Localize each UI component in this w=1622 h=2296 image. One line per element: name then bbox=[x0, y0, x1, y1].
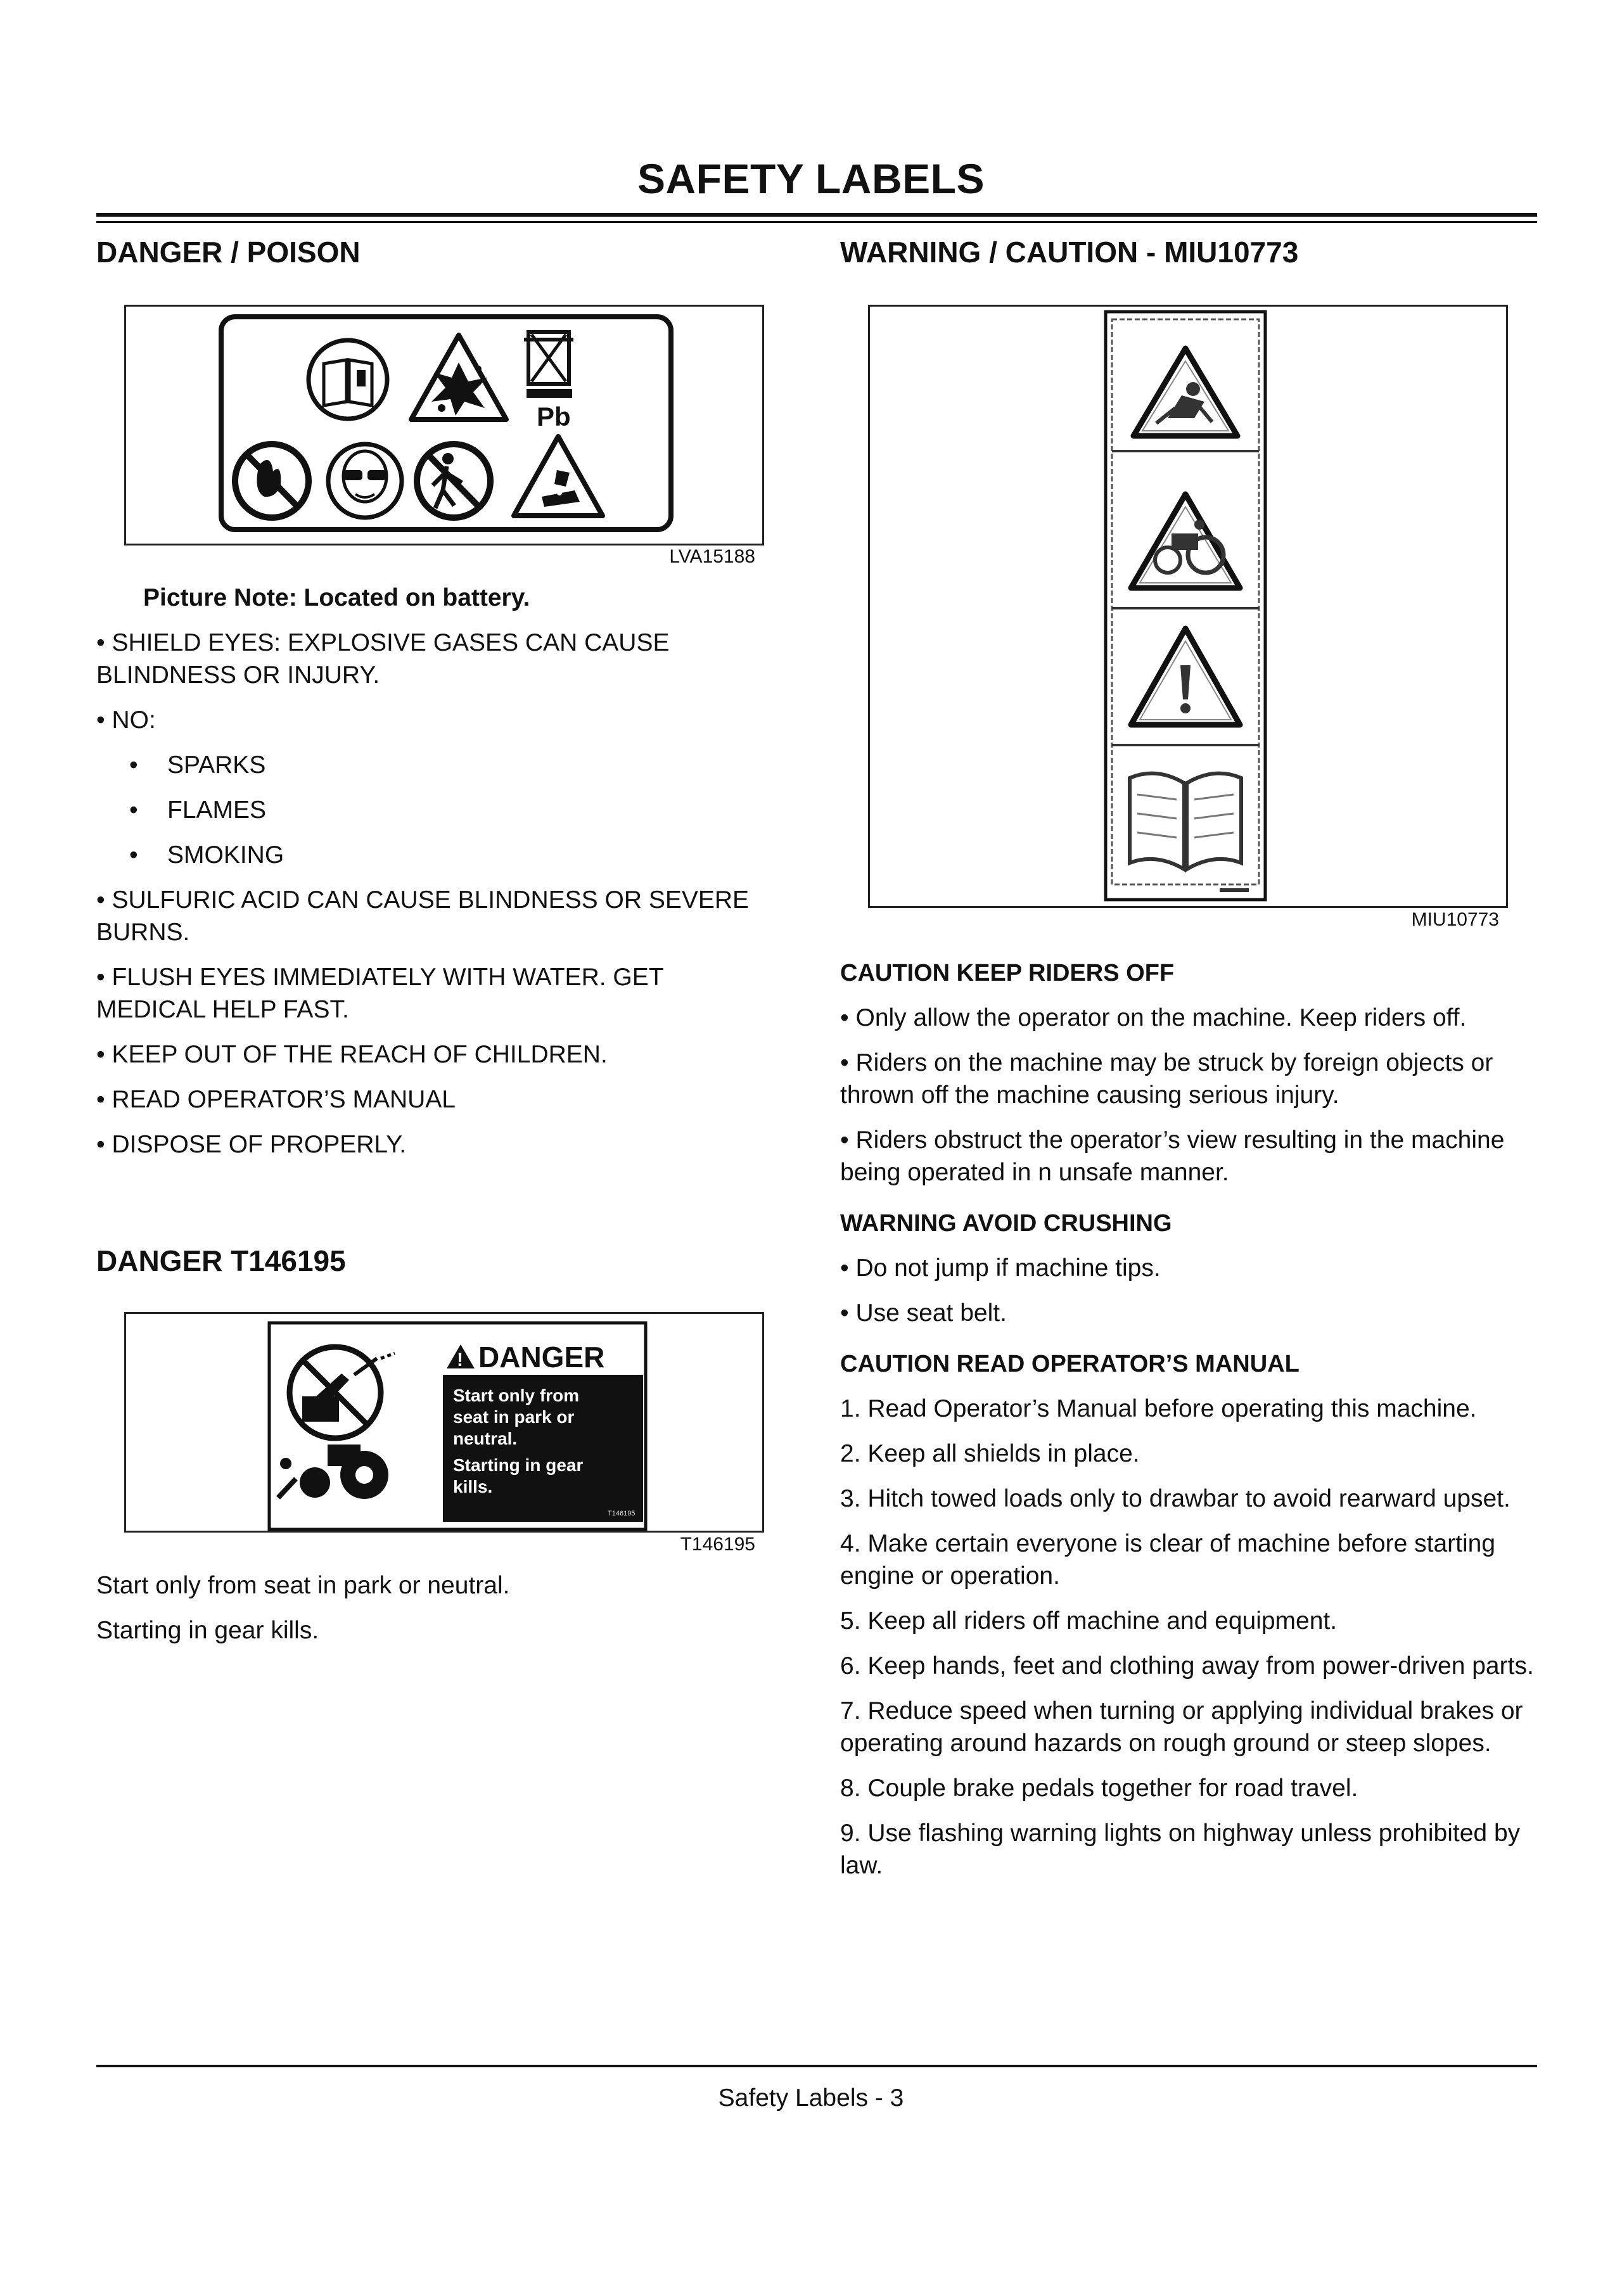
warning-caution-decal-graphic bbox=[870, 307, 1506, 906]
crushing-item: • Use seat belt. bbox=[840, 1299, 1007, 1327]
poison-sub-item: • SMOKING bbox=[129, 841, 284, 869]
poison-sub-item: • FLAMES bbox=[129, 796, 267, 824]
poison-item: • SHIELD EYES: EXPLOSIVE GASES CAN CAUSE BLINDNESS OR INJURY. bbox=[96, 629, 670, 689]
section-heading-warning-caution: WARNING / CAUTION - MIU10773 bbox=[840, 236, 1299, 269]
manual-item: 9. Use flashing warning lights on highway unless prohibited by law. bbox=[840, 1820, 1521, 1879]
warning-caution-text bbox=[840, 957, 1537, 1894]
svg-text:Starting in gear: Starting in gear bbox=[453, 1455, 584, 1475]
page-title: SAFETY LABELS bbox=[637, 155, 985, 202]
eye-protection-icon bbox=[328, 444, 402, 518]
riders-item: • Riders on the machine may be struck by foreign objects or thrown off the machine causing serious injury. bbox=[840, 1049, 1493, 1109]
warning-caution-label-image bbox=[868, 305, 1508, 908]
section-heading-danger-t146195: DANGER T146195 bbox=[96, 1244, 346, 1277]
poison-item: • KEEP OUT OF THE REACH OF CHILDREN. bbox=[96, 1041, 608, 1068]
read-manual-icon bbox=[309, 340, 387, 419]
keep-children-away-icon bbox=[417, 444, 490, 518]
caution-keep-riders-off-heading: CAUTION KEEP RIDERS OFF bbox=[840, 960, 1175, 986]
title-rule bbox=[96, 213, 1537, 217]
svg-text:neutral.: neutral. bbox=[453, 1429, 518, 1448]
manual-item: 6. Keep hands, feet and clothing away from power-driven parts. bbox=[840, 1652, 1534, 1680]
battery-label-graphic bbox=[126, 307, 762, 544]
manual-item: 8. Couple brake pedals together for road travel. bbox=[840, 1775, 1358, 1802]
manual-item: 2. Keep all shields in place. bbox=[840, 1440, 1140, 1467]
manual-item: 1. Read Operator’s Manual before operating this machine. bbox=[840, 1395, 1477, 1422]
riders-item: • Only allow the operator on the machine. Keep riders off. bbox=[840, 1004, 1467, 1031]
t146195-text bbox=[96, 1569, 768, 1659]
poison-sub-item: • SPARKS bbox=[129, 751, 266, 779]
poison-item: • NO: bbox=[96, 706, 156, 734]
battery-label-image bbox=[124, 305, 764, 545]
warning-avoid-crushing-heading: WARNING AVOID CRUSHING bbox=[840, 1210, 1172, 1237]
manual-item: 7. Reduce speed when turning or applying individual brakes or operating around hazards on rough ground or steep slopes. bbox=[840, 1697, 1523, 1757]
poison-label-text bbox=[96, 582, 768, 1173]
t146195-line: Starting in gear kills. bbox=[96, 1617, 319, 1644]
no-flames-icon bbox=[235, 444, 309, 518]
crushing-item: • Do not jump if machine tips. bbox=[840, 1254, 1161, 1282]
t146195-line: Start only from seat in park or neutral. bbox=[96, 1572, 510, 1599]
poison-item: • SULFURIC ACID CAN CAUSE BLINDNESS OR SEVERE BURNS. bbox=[96, 886, 750, 946]
start-danger-label-image bbox=[124, 1312, 764, 1533]
manual-item: 4. Make certain everyone is clear of machine before starting engine or operation. bbox=[840, 1530, 1496, 1590]
figure-code-lva15188: LVA15188 bbox=[669, 546, 755, 567]
poison-item: • FLUSH EYES IMMEDIATELY WITH WATER. GET MEDICAL HELP FAST. bbox=[96, 964, 663, 1023]
picture-note: Picture Note: Located on battery. bbox=[143, 584, 530, 611]
poison-item: • READ OPERATOR’S MANUAL bbox=[96, 1086, 456, 1113]
manual-item: 5. Keep all riders off machine and equipment. bbox=[840, 1607, 1338, 1635]
battery-lead-symbol: Pb bbox=[537, 402, 571, 431]
figure-code-t146195: T146195 bbox=[680, 1534, 755, 1555]
decal-part-number: T146195 bbox=[608, 1510, 635, 1517]
riders-item: • Riders obstruct the operator’s view resulting in the machine being operated in n unsafe manner. bbox=[840, 1126, 1505, 1186]
poison-item: • DISPOSE OF PROPERLY. bbox=[96, 1131, 407, 1158]
svg-text:seat in park or: seat in park or bbox=[453, 1407, 575, 1427]
svg-text:!: ! bbox=[457, 1349, 463, 1370]
section-heading-danger-poison: DANGER / POISON bbox=[96, 236, 361, 269]
manual-item: 3. Hitch towed loads only to drawbar to avoid rearward upset. bbox=[840, 1485, 1510, 1512]
caution-read-manual-heading: CAUTION READ OPERATOR’S MANUAL bbox=[840, 1351, 1300, 1377]
recycle-bin-icon bbox=[524, 332, 573, 431]
danger-word: DANGER bbox=[478, 1341, 605, 1374]
svg-text:kills.: kills. bbox=[453, 1477, 493, 1496]
read-manual-book-icon bbox=[1130, 774, 1241, 869]
acid-warning-icon bbox=[514, 437, 603, 516]
explosion-warning-icon bbox=[411, 335, 506, 419]
svg-text:Start only from: Start only from bbox=[453, 1386, 580, 1405]
title-rule-thin bbox=[96, 221, 1537, 223]
start-danger-decal-graphic bbox=[126, 1314, 762, 1531]
footer-rule bbox=[96, 2065, 1537, 2067]
figure-code-miu10773: MIU10773 bbox=[1411, 909, 1499, 930]
page-footer: Safety Labels - 3 bbox=[718, 2084, 904, 2112]
